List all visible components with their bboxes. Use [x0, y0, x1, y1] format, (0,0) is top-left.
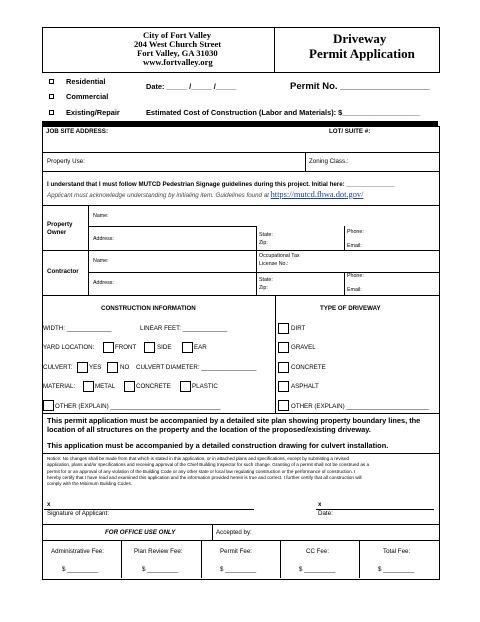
yard-rear-checkbox[interactable] [182, 342, 193, 353]
divider [280, 540, 281, 578]
owner-heading-line2: Owner [47, 229, 67, 236]
date-field[interactable]: Date: _____ /_____ /_____ [146, 82, 237, 91]
date-line [316, 509, 434, 510]
contractor-phone-field[interactable]: Phone: [347, 273, 364, 279]
mutcd-link[interactable]: https://mutcd.fhwa.dot.gov/ [270, 190, 364, 199]
form-title-line1: Driveway [333, 31, 387, 46]
divider [42, 413, 439, 414]
divider [344, 272, 345, 295]
contractor-license-line1[interactable]: Occupational Tax [259, 253, 300, 259]
owner-name-field[interactable]: Name: [93, 213, 109, 219]
site-plan-requirement-line2: location of all structures on the property and the location of the proposed/existing driveway. [47, 425, 371, 434]
accepted-by-field[interactable]: Accepted by: [216, 529, 252, 536]
divider [88, 272, 439, 273]
owner-address-field[interactable]: Address: [93, 236, 114, 242]
contractor-state-field[interactable]: State: [259, 277, 273, 283]
culvert-no-label: NO [120, 364, 130, 371]
commercial-label: Commercial [66, 92, 109, 101]
owner-heading-line1: Property [47, 221, 73, 228]
construction-info-heading: CONSTRUCTION INFORMATION [101, 305, 196, 312]
divider [344, 226, 345, 250]
administrative-fee-label: Administrative Fee: [51, 548, 104, 555]
linear-feet-field[interactable]: LINEAR FEET: _____________ [140, 325, 228, 332]
yard-front-checkbox[interactable] [103, 342, 114, 353]
driveway-gravel-label: GRAVEL [291, 344, 316, 351]
legal-notice-line: application, plans and/or specifications and receiving approval of the Chief Building Inspector for such change. Granting of a permit shall not be construed as a [47, 462, 370, 468]
residential-label: Residential [66, 77, 106, 86]
permit-number-field[interactable]: Permit No. _________________ [290, 81, 430, 92]
divider [42, 205, 439, 206]
mutcd-acknowledgement[interactable]: I understand that I must follow MUTCD Pedestrian Signage guidelines during this project. Initial here: ______________ [47, 181, 395, 188]
material-label: MATERIAL: [43, 383, 76, 390]
plan-review-fee-field[interactable]: $ _________ [142, 566, 179, 573]
date-x-mark: x [318, 501, 322, 508]
zoning-class-label[interactable]: Zoning Class.: [309, 158, 349, 165]
divider [121, 540, 122, 578]
material-metal-checkbox[interactable] [83, 381, 94, 392]
yard-side-label: SIDE [157, 344, 172, 351]
driveway-other-field[interactable]: OTHER (EXPLAIN) ________________________ [291, 403, 429, 410]
legal-notice-line: hereby certify that I have read and examined this application and the information provided herein is true and correct. I further certify that all construction will [47, 474, 362, 480]
divider [42, 250, 439, 251]
divider [275, 295, 276, 413]
city-name: City of Fort Valley [143, 30, 212, 40]
material-concrete-label: CONCRETE [136, 383, 171, 390]
culvert-yes-checkbox[interactable] [77, 362, 88, 373]
driveway-asphalt-label: ASPHALT [291, 383, 319, 390]
mutcd-instructions-text: Applicant must acknowledge understanding by initialing item. Guidelines found at [47, 192, 269, 199]
mutcd-instructions [47, 190, 363, 199]
legal-notice [47, 456, 369, 487]
legal-notice-line: comply with the Minimum Building Codes. [47, 481, 133, 487]
driveway-gravel-checkbox[interactable] [278, 342, 289, 353]
header-divider [274, 27, 275, 72]
contractor-heading: Contractor [47, 268, 79, 275]
contractor-name-field[interactable]: Name: [93, 258, 109, 264]
driveway-asphalt-checkbox[interactable] [278, 381, 289, 392]
lot-suite-label[interactable]: LOT/ SUITE #: [329, 128, 371, 135]
owner-zip-field[interactable]: Zip: [259, 240, 268, 246]
divider [212, 524, 213, 540]
office-use-label: FOR OFFICE USE ONLY [105, 529, 176, 536]
yard-front-label: FRONT [115, 344, 137, 351]
culvert-yes-label: YES [89, 364, 102, 371]
culvert-diameter-field[interactable]: CULVERT DIAMETER: ________________ [136, 364, 257, 371]
divider [88, 226, 256, 227]
driveway-dirt-checkbox[interactable] [278, 323, 289, 334]
yard-rear-label: EAR [194, 344, 207, 351]
permit-fee-label: Permit Fee: [220, 548, 252, 555]
commercial-checkbox[interactable] [49, 94, 54, 99]
width-field[interactable]: WIDTH: _____________ [43, 325, 112, 332]
total-fee-label: Total Fee: [383, 548, 411, 555]
divider [42, 295, 439, 296]
job-site-address-label[interactable]: JOB SITE ADDRESS: [46, 128, 108, 135]
driveway-dirt-label: DIRT [291, 325, 306, 332]
applicant-signature-field[interactable]: Signature of Applicant: [47, 510, 109, 517]
cc-fee-field[interactable]: $ _________ [299, 566, 336, 573]
material-metal-label: METAL [95, 383, 116, 390]
city-citystate: Fort Valley, GA 31030 [137, 48, 218, 58]
plan-review-fee-label: Plan Review Fee: [134, 548, 183, 555]
site-plan-requirement-line1: This permit application must be accompanied by a detailed site plan showing property boundary lines, the [47, 416, 421, 425]
legal-notice-line: permit for or an approval of any violation of the Building Code or any other state or local law regulating construction or the performance of construction. I [47, 468, 356, 474]
yard-side-checkbox[interactable] [144, 342, 155, 353]
material-concrete-checkbox[interactable] [124, 381, 135, 392]
administrative-fee-field[interactable]: $ _________ [62, 566, 99, 573]
driveway-concrete-checkbox[interactable] [278, 362, 289, 373]
divider [305, 152, 306, 171]
total-fee-field[interactable]: $ _________ [378, 566, 415, 573]
legal-notice-line: Notice: No changes shall be made from that which is stated in this application, or in attached plans and specifications, except by submitting a revised [47, 456, 350, 461]
cc-fee-label: CC Fee: [306, 548, 330, 555]
construction-cost-field[interactable]: Estimated Cost of Construction (Labor and Materials): $___________________ [146, 108, 421, 117]
divider [256, 226, 257, 295]
material-plastic-label: PLASTIC [192, 383, 218, 390]
culvert-label: CULVERT: [43, 364, 73, 371]
material-other-checkbox[interactable] [43, 400, 54, 411]
signature-x-mark: x [47, 501, 51, 508]
owner-phone-field[interactable]: Phone: [347, 229, 364, 235]
form-title-line2: Permit Application [309, 46, 415, 61]
owner-email-field[interactable]: Email: [347, 243, 362, 249]
driveway-type-heading: TYPE OF DRIVEWAY [320, 305, 381, 312]
divider [42, 540, 439, 541]
divider [42, 171, 439, 172]
signature-date-field[interactable]: Date: [318, 510, 333, 517]
contractor-license-line2[interactable]: License No.: [259, 261, 289, 267]
culvert-drawing-requirement: This application must be accompanied by a detailed construction drawing for culvert installation. [47, 441, 389, 450]
divider [201, 540, 202, 578]
divider [42, 453, 439, 454]
owner-state-field[interactable]: State: [259, 232, 273, 238]
contractor-zip-field[interactable]: Zip: [259, 285, 268, 291]
driveway-concrete-label: CONCRETE [291, 364, 326, 371]
contractor-address-field[interactable]: Address: [93, 280, 114, 286]
divider [359, 540, 360, 578]
yard-location-label: YARD LOCATION: [43, 344, 95, 351]
driveway-other-checkbox[interactable] [278, 400, 289, 411]
permit-fee-field[interactable]: $ _________ [220, 566, 257, 573]
city-website: www.fortvalley.org [143, 57, 213, 67]
culvert-no-checkbox[interactable] [107, 362, 118, 373]
material-other-field[interactable]: OTHER (EXPLAIN) ________________________________ [55, 403, 221, 410]
residential-checkbox[interactable] [49, 79, 54, 84]
existing-repair-checkbox[interactable] [49, 110, 54, 115]
material-plastic-checkbox[interactable] [180, 381, 191, 392]
contractor-email-field[interactable]: Email: [347, 287, 362, 293]
divider [42, 152, 439, 153]
divider [42, 524, 439, 525]
property-use-label[interactable]: Property Use: [47, 158, 85, 165]
existing-repair-label: Existing/Repair [66, 108, 120, 117]
city-street: 204 West Church Street [134, 39, 222, 49]
